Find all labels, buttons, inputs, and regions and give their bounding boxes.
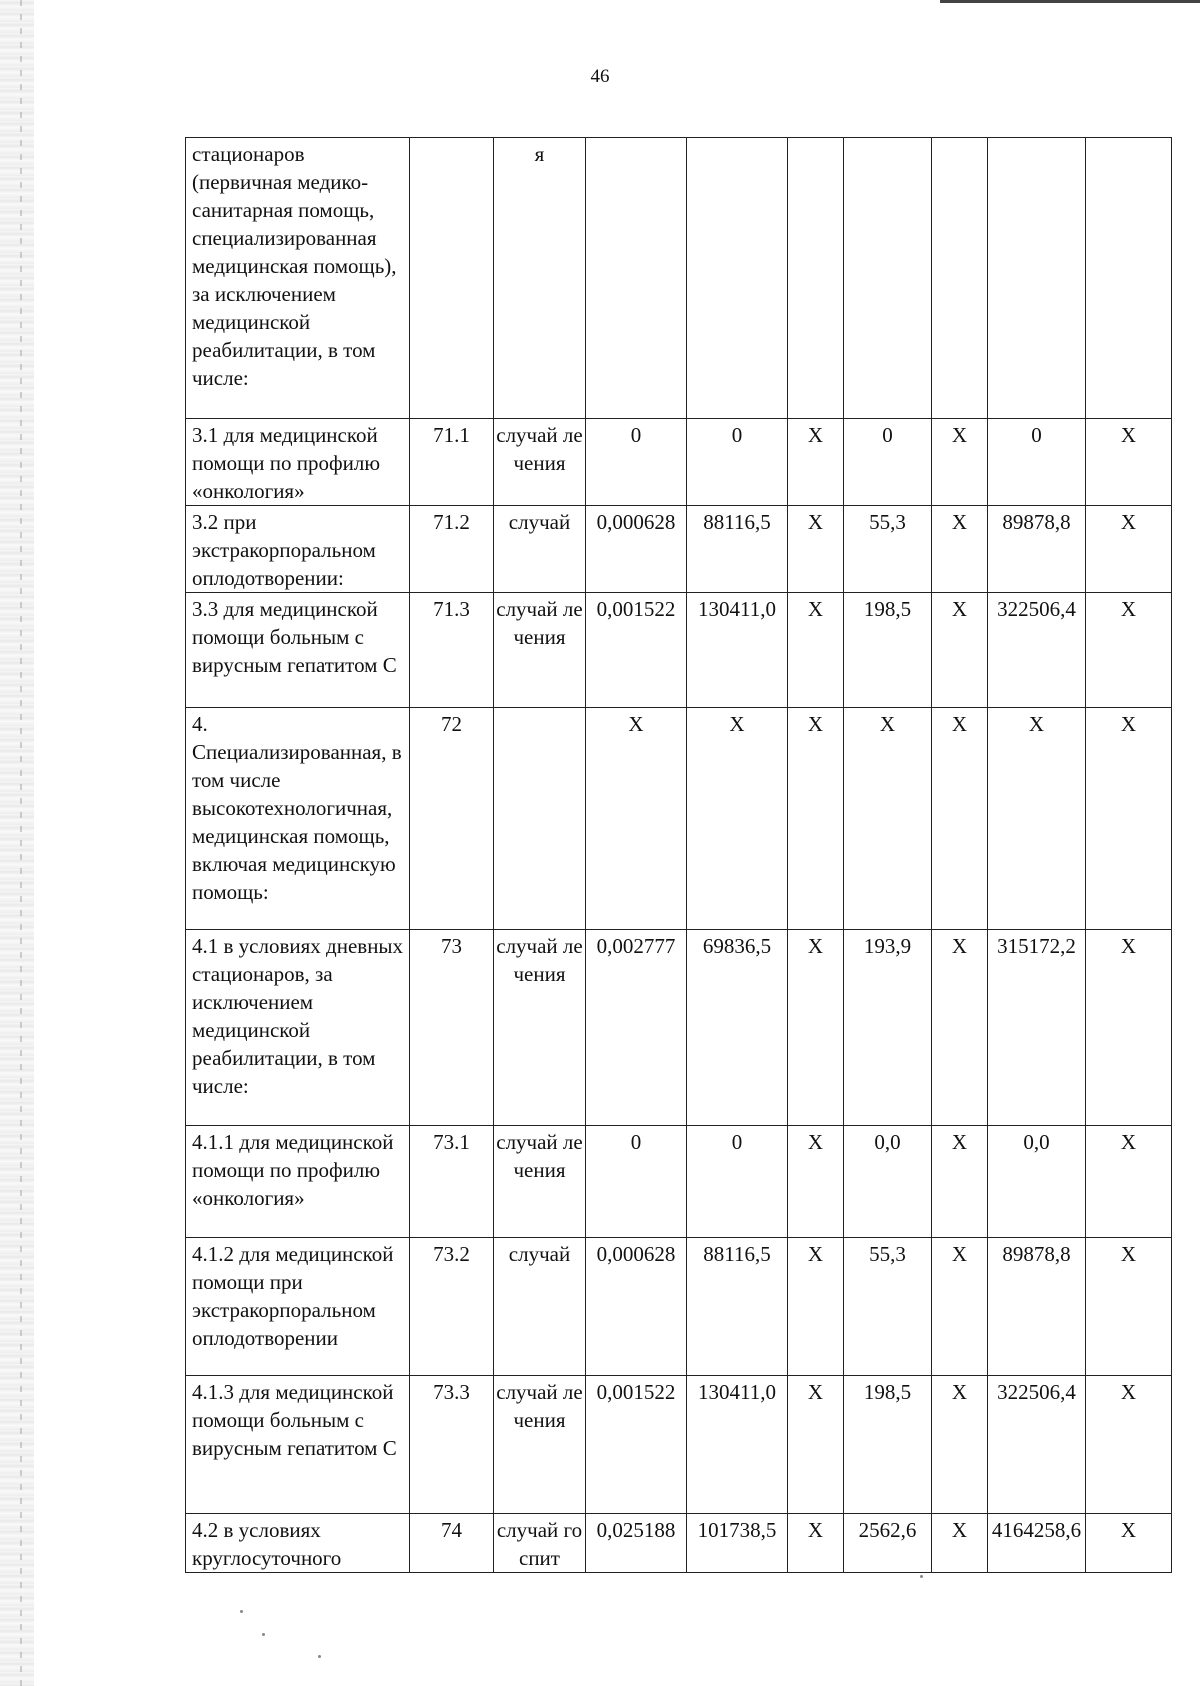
- cell-value: 88116,5: [687, 506, 788, 593]
- row-unit: случай лечения: [494, 930, 586, 1126]
- table-row: [186, 1514, 1172, 1573]
- row-code: 73.2: [410, 1238, 494, 1376]
- cell-value: X: [788, 506, 844, 593]
- row-name: 4.2 в условиях круглосуточного: [186, 1514, 410, 1573]
- scan-speck: [318, 1655, 321, 1658]
- cell-value: X: [1086, 708, 1172, 930]
- cell-value: [586, 138, 687, 419]
- cell-value: X: [1086, 1126, 1172, 1238]
- cell-value: X: [932, 930, 988, 1126]
- row-unit: я: [494, 138, 586, 419]
- cell-value: 0: [687, 419, 788, 506]
- cell-value: 0,001522: [586, 593, 687, 708]
- table-row: [186, 1376, 1172, 1514]
- table-row: [186, 506, 1172, 593]
- cell-value: X: [932, 1376, 988, 1514]
- cell-value: X: [586, 708, 687, 930]
- cell-value: 193,9: [844, 930, 932, 1126]
- row-unit: случай: [494, 1238, 586, 1376]
- row-code: 74: [410, 1514, 494, 1573]
- table-row: [186, 930, 1172, 1126]
- cell-value: X: [1086, 506, 1172, 593]
- row-name: 3.2 при экстракорпоральном оплодотворении:: [186, 506, 410, 593]
- top-rule: [940, 0, 1200, 3]
- cell-value: 130411,0: [687, 1376, 788, 1514]
- page-number: 46: [590, 66, 610, 87]
- row-name: 3.1 для медицинской помощи по профилю «онкология»: [186, 419, 410, 506]
- cell-value: X: [788, 593, 844, 708]
- row-name: 4.1 в условиях дневных стационаров, за исключением медицинской реабилитации, в том числе:: [186, 930, 410, 1126]
- cell-value: 0,0: [844, 1126, 932, 1238]
- row-name: стационаров (первичная медико-санитарная помощь, специализированная медицинская помощь), за исключением медицинской реабилитации, в том числе:: [186, 138, 410, 419]
- cell-value: 55,3: [844, 1238, 932, 1376]
- row-code: 71.1: [410, 419, 494, 506]
- row-unit: случай: [494, 506, 586, 593]
- cell-value: X: [932, 1126, 988, 1238]
- cell-value: [1086, 138, 1172, 419]
- row-code: 73.3: [410, 1376, 494, 1514]
- row-code: 71.3: [410, 593, 494, 708]
- cell-value: X: [1086, 930, 1172, 1126]
- cell-value: X: [1086, 1376, 1172, 1514]
- row-code: 72: [410, 708, 494, 930]
- row-unit: случай лечения: [494, 593, 586, 708]
- cell-value: 69836,5: [687, 930, 788, 1126]
- cell-value: X: [988, 708, 1086, 930]
- scan-speck: [262, 1633, 265, 1636]
- row-name: 4.1.2 для медицинской помощи при экстракорпоральном оплодотворении: [186, 1238, 410, 1376]
- table-row: [186, 708, 1172, 930]
- cell-value: 322506,4: [988, 1376, 1086, 1514]
- cell-value: 315172,2: [988, 930, 1086, 1126]
- cell-value: X: [932, 708, 988, 930]
- table-row: [186, 138, 1172, 419]
- scan-edge: [0, 0, 34, 1686]
- row-unit: случай госпит: [494, 1514, 586, 1573]
- row-unit: [494, 708, 586, 930]
- cell-value: 0,002777: [586, 930, 687, 1126]
- cell-value: 130411,0: [687, 593, 788, 708]
- cell-value: X: [687, 708, 788, 930]
- cell-value: 0: [687, 1126, 788, 1238]
- table-row: [186, 419, 1172, 506]
- cell-value: 0,000628: [586, 506, 687, 593]
- row-unit: случай лечения: [494, 1376, 586, 1514]
- cell-value: 89878,8: [988, 506, 1086, 593]
- row-code: [410, 138, 494, 419]
- cell-value: 198,5: [844, 593, 932, 708]
- cell-value: X: [932, 506, 988, 593]
- cell-value: 55,3: [844, 506, 932, 593]
- scan-speck: [240, 1610, 243, 1613]
- cell-value: X: [932, 593, 988, 708]
- cell-value: X: [1086, 1514, 1172, 1573]
- cell-value: [687, 138, 788, 419]
- cell-value: 0,0: [988, 1126, 1086, 1238]
- row-name: 4. Специализированная, в том числе высокотехнологичная, медицинская помощь, включая медицинскую помощь:: [186, 708, 410, 930]
- cell-value: X: [844, 708, 932, 930]
- cell-value: X: [788, 708, 844, 930]
- cell-value: X: [1086, 419, 1172, 506]
- cell-value: 0: [988, 419, 1086, 506]
- data-table: [185, 137, 1172, 1573]
- cell-value: [988, 138, 1086, 419]
- cell-value: X: [788, 930, 844, 1126]
- cell-value: X: [1086, 1238, 1172, 1376]
- cell-value: 0: [844, 419, 932, 506]
- row-name: 4.1.3 для медицинской помощи больным с вирусным гепатитом С: [186, 1376, 410, 1514]
- cell-value: 0,000628: [586, 1238, 687, 1376]
- row-name: 4.1.1 для медицинской помощи по профилю «онкология»: [186, 1126, 410, 1238]
- cell-value: 0: [586, 1126, 687, 1238]
- table-row: [186, 593, 1172, 708]
- cell-value: [788, 138, 844, 419]
- row-unit: случай лечения: [494, 419, 586, 506]
- cell-value: X: [1086, 593, 1172, 708]
- cell-value: [844, 138, 932, 419]
- row-code: 73.1: [410, 1126, 494, 1238]
- cell-value: [932, 138, 988, 419]
- cell-value: 2562,6: [844, 1514, 932, 1573]
- cell-value: X: [788, 1376, 844, 1514]
- scan-speck: [920, 1575, 923, 1578]
- row-unit: случай лечения: [494, 1126, 586, 1238]
- row-code: 71.2: [410, 506, 494, 593]
- cell-value: X: [932, 419, 988, 506]
- cell-value: 198,5: [844, 1376, 932, 1514]
- table-row: [186, 1126, 1172, 1238]
- table-row: [186, 1238, 1172, 1376]
- cell-value: X: [788, 1126, 844, 1238]
- cell-value: 4164258,6: [988, 1514, 1086, 1573]
- cell-value: X: [932, 1238, 988, 1376]
- cell-value: X: [788, 419, 844, 506]
- cell-value: 0,001522: [586, 1376, 687, 1514]
- row-name: 3.3 для медицинской помощи больным с вирусным гепатитом С: [186, 593, 410, 708]
- cell-value: X: [788, 1514, 844, 1573]
- cell-value: 89878,8: [988, 1238, 1086, 1376]
- cell-value: 88116,5: [687, 1238, 788, 1376]
- row-code: 73: [410, 930, 494, 1126]
- cell-value: X: [932, 1514, 988, 1573]
- cell-value: 101738,5: [687, 1514, 788, 1573]
- cell-value: 0: [586, 419, 687, 506]
- cell-value: X: [788, 1238, 844, 1376]
- cell-value: 0,025188: [586, 1514, 687, 1573]
- cell-value: 322506,4: [988, 593, 1086, 708]
